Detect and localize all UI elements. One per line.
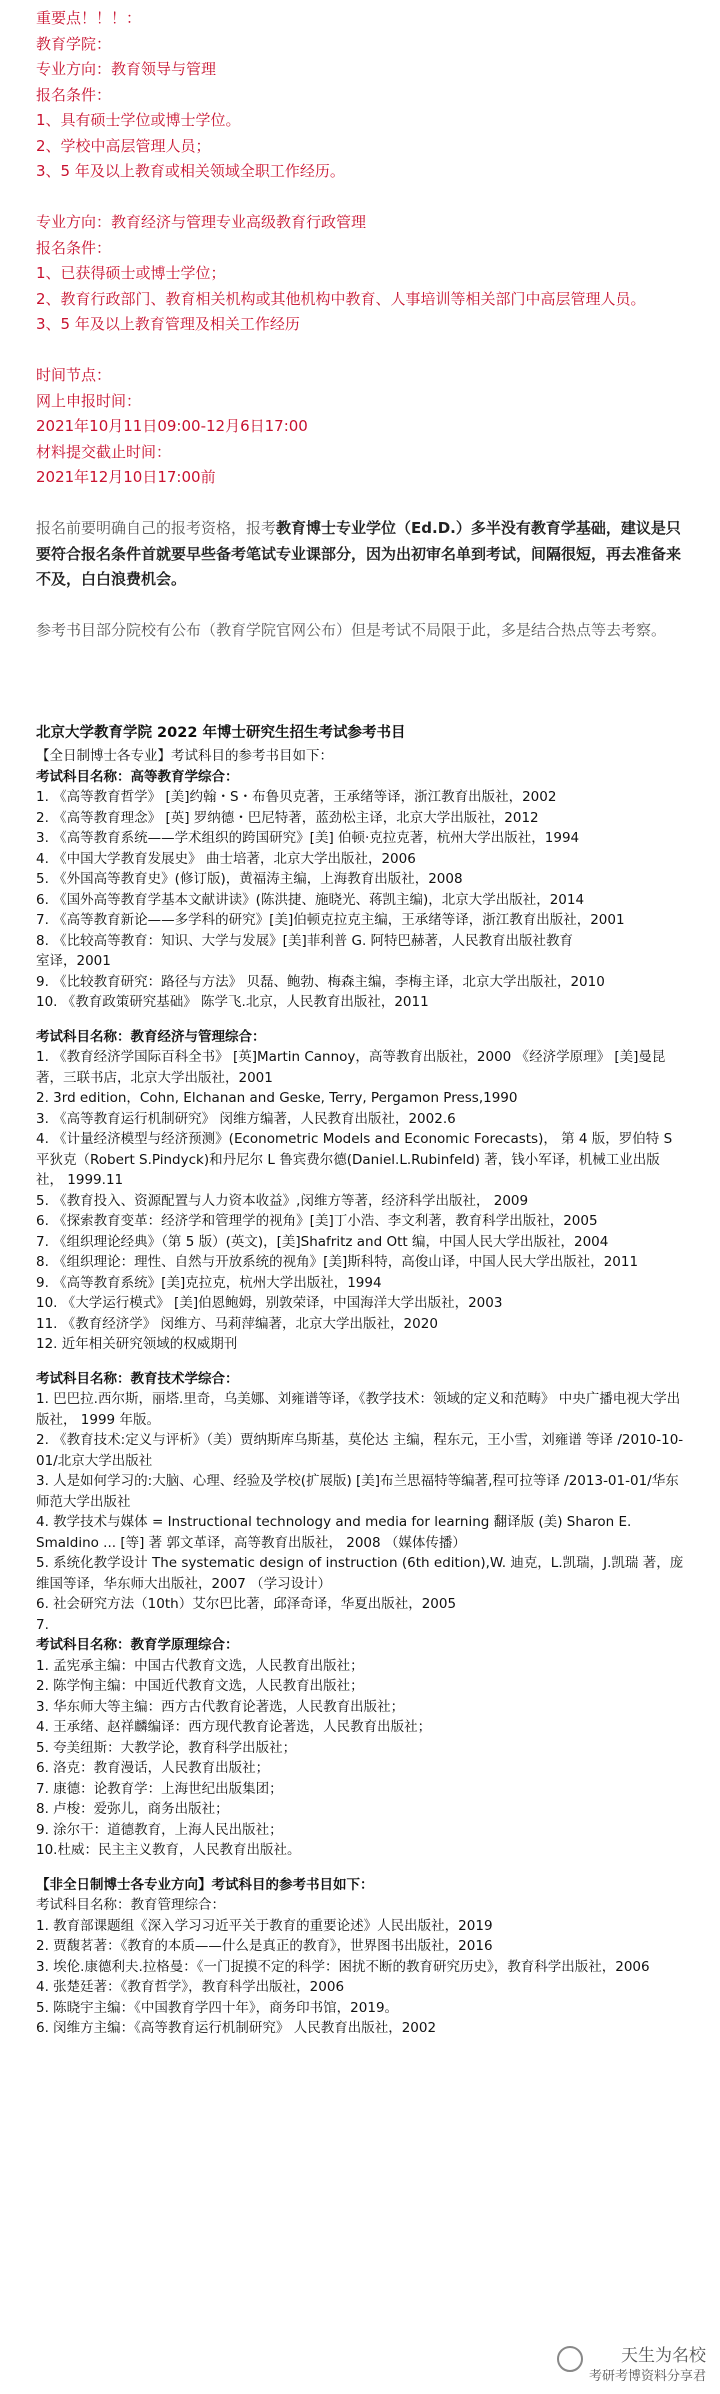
spacer	[36, 1355, 686, 1369]
advice-text-a: 报名前要明确自己的报考资格，报考	[36, 519, 277, 537]
reference-line: 1. 《高等教育哲学》 [美]约翰・S・布鲁贝克著，王承绪等译，浙江教育出版社，2002	[36, 789, 557, 805]
document-title: 北京大学教育学院 2022 年博士研究生招生考试参考书目	[36, 725, 406, 741]
notice-line: 时间节点：	[36, 366, 112, 384]
reference-line: 11. 《教育经济学》 闵维方、马莉萍编著，北京大学出版社，2020	[36, 1315, 438, 1332]
notice-line	[36, 185, 686, 211]
reference-line: 10.杜威：民主主义教育，人民教育出版社。	[36, 1842, 301, 1858]
section-heading: 【非全日制博士各专业方向】考试科目的参考书目如下：	[36, 1876, 374, 1893]
reference-line: 7. 康德：论教育学：上海世纪出版集团；	[36, 1780, 283, 1797]
reference-line: 6. 《探索教育变革：经济学和管理学的视角》[美]丁小浩、李文利著，教育科学出版社，2005	[36, 1213, 598, 1229]
wechat-icon	[557, 2346, 583, 2372]
reference-line: 9. 《高等教育系统》[美]克拉克，杭州大学出版社，1994	[36, 1274, 382, 1291]
reference-line: 室译，2001	[36, 953, 111, 969]
reference-line: 3. 《高等教育系统——学术组织的跨国研究》[美] 伯顿·克拉克著，杭州大学出版社，1994	[36, 830, 580, 846]
reference-line: 10. 《大学运行模式》 [美]伯恩鲍姆，别敦荣译，中国海洋大学出版社，2003	[36, 1295, 503, 1311]
notice-line: 报名条件：	[36, 85, 112, 104]
watermark	[589, 2344, 706, 2386]
notice-line: 2、教育行政部门、教育相关机构或其他机构中教育、人事培训等相关部门中高层管理人员。	[36, 289, 646, 308]
reference-line: 3. 埃伦.康德利夫.拉格曼：《一门捉摸不定的科学：困扰不断的教育研究历史》，教育科学出版社，2006	[36, 1958, 650, 1975]
notice-line: 报名条件：	[36, 238, 112, 257]
reference-line: 8. 《比较高等教育：知识、大学与发展》[美]菲利普 G. 阿特巴赫著，人民教育出版社教育	[36, 932, 574, 949]
section-heading: 考试科目名称：教育学原理综合：	[36, 1637, 239, 1653]
reference-line: 2. 3rd edition，Cohn, Elchanan and Geske, Terry, Pergamon Press,1990	[36, 1090, 518, 1106]
reference-line: 1. 教育部课题组《深入学习习近平关于教育的重要论述》人民出版社，2019	[36, 1917, 493, 1934]
notice-line: 网上申报时间：	[36, 391, 142, 410]
watermark-line2: 考研考博资料分享君	[588, 2369, 706, 2384]
reference-line: 6. 社会研究方法（10th）艾尔巴比著，邱泽奇译，华夏出版社，2005	[36, 1596, 457, 1612]
reference-line: 7. 《高等教育新论——多学科的研究》[美]伯顿克拉克主编，王承绪等译，浙江教育出版社，2001	[36, 912, 625, 928]
reference-line: 1. 孟宪承主编：中国古代教育文选，人民教育出版社；	[36, 1657, 364, 1674]
notice-line	[36, 338, 686, 364]
reference-line: 3. 《高等教育运行机制研究》 闵维方编著，人民教育出版社，2002.6	[36, 1110, 456, 1127]
notice-line: 专业方向：教育领导与管理	[36, 60, 217, 78]
spacer	[36, 1013, 686, 1027]
notice-line: 3、5 年及以上教育或相关领域全职工作经历。	[36, 162, 345, 180]
reference-line: 5. 《教育投入、资源配置与人力资本收益》,闵维方等著，经济科学出版社， 2009	[36, 1192, 529, 1209]
section-heading: 考试科目名称：教育经济与管理综合：	[36, 1028, 266, 1045]
reference-line: 1. 巴巴拉.西尔斯，丽塔.里奇，乌美娜、刘雍谱等译，《教学技术：领域的定义和范畴》 中央广播电视大学出版社， 1999 年版。	[36, 1391, 681, 1428]
notice-line: 教育学院：	[36, 34, 112, 53]
reference-line: 6. 洛克：教育漫话，人民教育出版社；	[36, 1760, 270, 1776]
notice-section	[36, 6, 686, 644]
section-heading: 考试科目名称：教育技术学综合：	[36, 1370, 239, 1387]
reference-line: 4. 《计量经济模型与经济预测》(Econometric Models and Economic Forecasts)， 第 4 版，罗伯特 S 平狄克（Robert S.Pindyck)和丹尼尔 L 鲁宾费尔德(Daniel.L.Rubinfeld) 著，钱小军译，机械工业出版社， 1999.11	[36, 1131, 673, 1188]
reference-line: 4. 《中国大学教育发展史》 曲士培著，北京大学出版社，2006	[36, 850, 416, 867]
reference-line: 9. 涂尔干：道德教育，上海人民出版社；	[36, 1821, 283, 1838]
reference-note: 参考书目部分院校有公布（教育学院官网公布）但是考试不局限于此，多是结合热点等去考察。	[36, 621, 667, 639]
reference-line: 2. 《教育技术:定义与评析》（美）贾纳斯库乌斯基，莫伦达 主编，程东元，王小雪，刘雍谱 等译 /2010-10-01/北京大学出版社	[36, 1432, 684, 1469]
notice-line: 2021年10月11日09:00-12月6日17:00	[36, 417, 308, 435]
reference-line: 3. 人是如何学习的:大脑、心理、经验及学校(扩展版) [美]布兰思福特等编著,程可拉等译 /2013-01-01/华东师范大学出版社	[36, 1473, 679, 1510]
reference-line: 12. 近年相关研究领域的权威期刊	[36, 1336, 238, 1352]
reference-line: 5. 陈晓宇主编：《中国教育学四十年》，商务印书馆，2019。	[36, 1999, 399, 2016]
spacer	[36, 1861, 686, 1875]
reference-line: 1. 《教育经济学国际百科全书》 [英]Martin Cannoy，高等教育出版社，2000 《经济学原理》 [美]曼昆著，三联书店，北京大学出版社，2001	[36, 1049, 666, 1086]
reference-line: 2. 《高等教育理念》 [英] 罗纳德・巴尼特著，蓝劲松主译，北京大学出版社，2012	[36, 809, 539, 826]
reference-line: 7.	[36, 1616, 49, 1633]
reference-line: 4. 教学技术与媒体 = Instructional technology and media for learning 翻译版 (美) Sharon E. Smaldino ... [等] 著 郭文革译，高等教育出版社， 2008 （媒体传播）	[36, 1514, 632, 1551]
reference-line: 5. 系统化教学设计 The systematic design of instruction (6th edition),W. 迪克，L.凯瑞，J.凯瑞 著，庞维国等译，华东师大出版社，2007 （学习设计）	[36, 1555, 684, 1592]
advice-paragraph	[36, 516, 686, 593]
watermark-line1: 天生为名校	[621, 2346, 706, 2366]
reference-line: 8. 《组织理论：理性、自然与开放系统的视角》[美]斯科特，高俊山译，中国人民大学出版社，2011	[36, 1254, 639, 1270]
reference-line: 9. 《比较教育研究：路径与方法》 贝磊、鲍勃、梅森主编，李梅主译，北京大学出版社，2010	[36, 973, 605, 990]
reference-line: 5. 夸美纽斯：大教学论，教育科学出版社；	[36, 1739, 297, 1756]
notice-line: 1、具有硕士学位或博士学位。	[36, 111, 241, 129]
notice-line: 重要点！！！：	[36, 9, 142, 27]
reference-line: 3. 华东师大等主编：西方古代教育论著选，人民教育出版社；	[36, 1698, 405, 1715]
reference-line: 2. 贾馥茗著：《教育的本质——什么是真正的教育》，世界图书出版社，2016	[36, 1938, 493, 1954]
reference-line: 2. 陈学恂主编：中国近代教育文选，人民教育出版社；	[36, 1678, 364, 1694]
notice-line: 2021年12月10日17:00前	[36, 468, 216, 486]
reference-line: 4. 王承绪、赵祥麟编译：西方现代教育论著选，人民教育出版社；	[36, 1719, 432, 1735]
reference-line: 7. 《组织理论经典》（第 5 版）(英文)，[美]Shafritz and Ott 编，中国人民大学出版社，2004	[36, 1233, 609, 1250]
notice-line: 1、已获得硕士或博士学位；	[36, 264, 226, 282]
reference-line: 6. 《国外高等教育学基本文献讲读》(陈洪捷、施晓光、蒋凯主编)，北京大学出版社，2014	[36, 891, 585, 908]
reference-line: 考试科目名称：教育管理综合：	[36, 1897, 225, 1913]
reference-document	[36, 722, 686, 2039]
notice-line: 专业方向：教育经济与管理专业高级教育行政管理	[36, 213, 367, 231]
reference-line: 10. 《教育政策研究基础》 陈学飞.北京，人民教育出版社，2011	[36, 994, 429, 1010]
notice-line: 材料提交截止时间：	[36, 442, 172, 461]
advice-text-b: 教育博士专业学位（Ed.D.）多半没有教育学基础，建议是只要符合报名条件首就要早些备考笔试专业课部分，因为出初审名单到考试，间隔很短，再去准备来不及，白白浪费机会。	[36, 519, 682, 588]
section-heading: 考试科目名称：高等教育学综合：	[36, 768, 239, 785]
reference-line: 5. 《外国高等教育史》(修订版)，黄福涛主编，上海教育出版社，2008	[36, 871, 463, 887]
reference-line: 6. 闵维方主编：《高等教育运行机制研究》 人民教育出版社，2002	[36, 2020, 437, 2036]
notice-line: 2、学校中高层管理人员；	[36, 136, 211, 155]
reference-line: 4. 张楚廷著：《教育哲学》，教育科学出版社，2006	[36, 1979, 345, 1995]
reference-line: 【全日制博士各专业】考试科目的参考书目如下：	[36, 748, 333, 764]
reference-line: 8. 卢梭：爱弥儿，商务出版社；	[36, 1801, 229, 1817]
notice-line: 3、5 年及以上教育管理及相关工作经历	[36, 315, 300, 333]
